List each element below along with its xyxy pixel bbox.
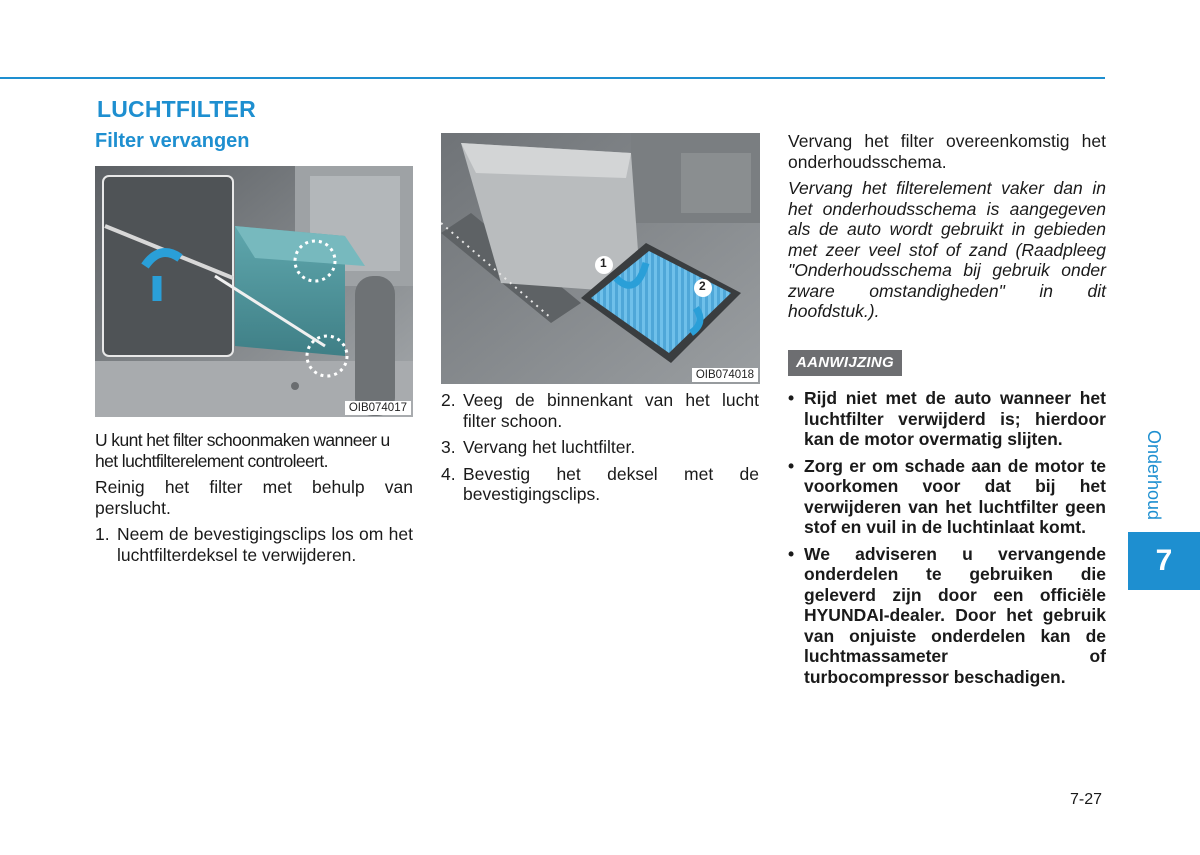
step-text: Neem de bevestigingsclips los om het luchtfilterdeksel te verwijderen. (117, 524, 413, 565)
column-1 (95, 430, 413, 571)
bullet-icon: • (788, 388, 795, 408)
step-number: 1. (95, 524, 110, 544)
step-2 (441, 390, 759, 431)
step-1 (95, 524, 413, 565)
paragraph-clean-filter: U kunt het filter schoonmaken wanneer u het luchtfilterelement controleert. (95, 430, 390, 471)
section-title: LUCHTFILTER (97, 96, 256, 122)
bullet-icon: • (788, 455, 795, 476)
step-4 (441, 464, 759, 505)
warning-list (788, 388, 1106, 687)
step-text: Bevestig het deksel met de bevestigingsclips. (463, 463, 759, 504)
air-filter-removal-illustration (95, 166, 413, 417)
photo-code: OIB074017 (345, 401, 411, 415)
air-filter-removal-photo (95, 166, 413, 417)
paragraph-replace-schedule: Vervang het filter overeenkomstig het onderhoudsschema. (788, 131, 1106, 172)
photo-code: OIB074018 (692, 368, 758, 382)
chapter-tab-label: Onderhoud (1144, 430, 1164, 521)
step-number: 4. (441, 463, 456, 484)
warning-text: Rijd niet met de auto wanneer het luchtfilter verwijderd is; hierdoor kan de motor overmatig slijten. (804, 388, 1106, 449)
notice-badge: AANWIJZING (788, 350, 902, 377)
steps-list-1 (95, 524, 413, 565)
header-rule (0, 77, 1105, 79)
subsection-title: Filter vervangen (95, 130, 250, 152)
step-3 (441, 437, 759, 458)
bullet-icon: • (788, 543, 795, 564)
chapter-number-tab: 7 (1128, 532, 1200, 590)
column-2 (441, 390, 759, 511)
warning-text: Zorg er om schade aan de motor te voorkomen voor dat bij het verwijderen van het luchtfilter geen stof en vuil in de luchtinlaat komt. (804, 455, 1106, 537)
warning-item (788, 544, 1106, 688)
column-3 (788, 131, 1106, 693)
page-number: 7-27 (1070, 791, 1103, 808)
paragraph-dusty-conditions: Vervang het filterelement vaker dan in het onderhoudsschema is aangegeven als de auto wordt gebruikt in gebieden met zeer veel stof of zand (Raadpleeg "Onderhoudsschema bij gebruik onder zware omstandigheden" in dit hoofdstuk.). (788, 178, 1106, 321)
marker-1: 1 (600, 256, 607, 270)
warning-item (788, 456, 1106, 538)
warning-text: We adviseren u vervangende onderdelen te gebruiken die geleverd zijn door een officiële HYUNDAI-dealer. Door het gebruik van onjuiste onderdelen kan de luchtmassameter of turbocompressor beschadigen. (804, 543, 1106, 687)
step-number: 2. (441, 390, 456, 410)
step-text: Vervang het luchtfilter. (463, 437, 636, 457)
marker-2: 2 (699, 279, 706, 293)
step-number: 3. (441, 437, 456, 457)
step-text: Veeg de binnenkant van het lucht filter schoon. (463, 390, 759, 431)
air-filter-replacement-photo (441, 133, 760, 384)
paragraph-compressed-air: Reinig het filter met behulp van perslucht. (95, 477, 413, 518)
warning-item (788, 388, 1106, 450)
steps-list-2 (441, 390, 759, 505)
